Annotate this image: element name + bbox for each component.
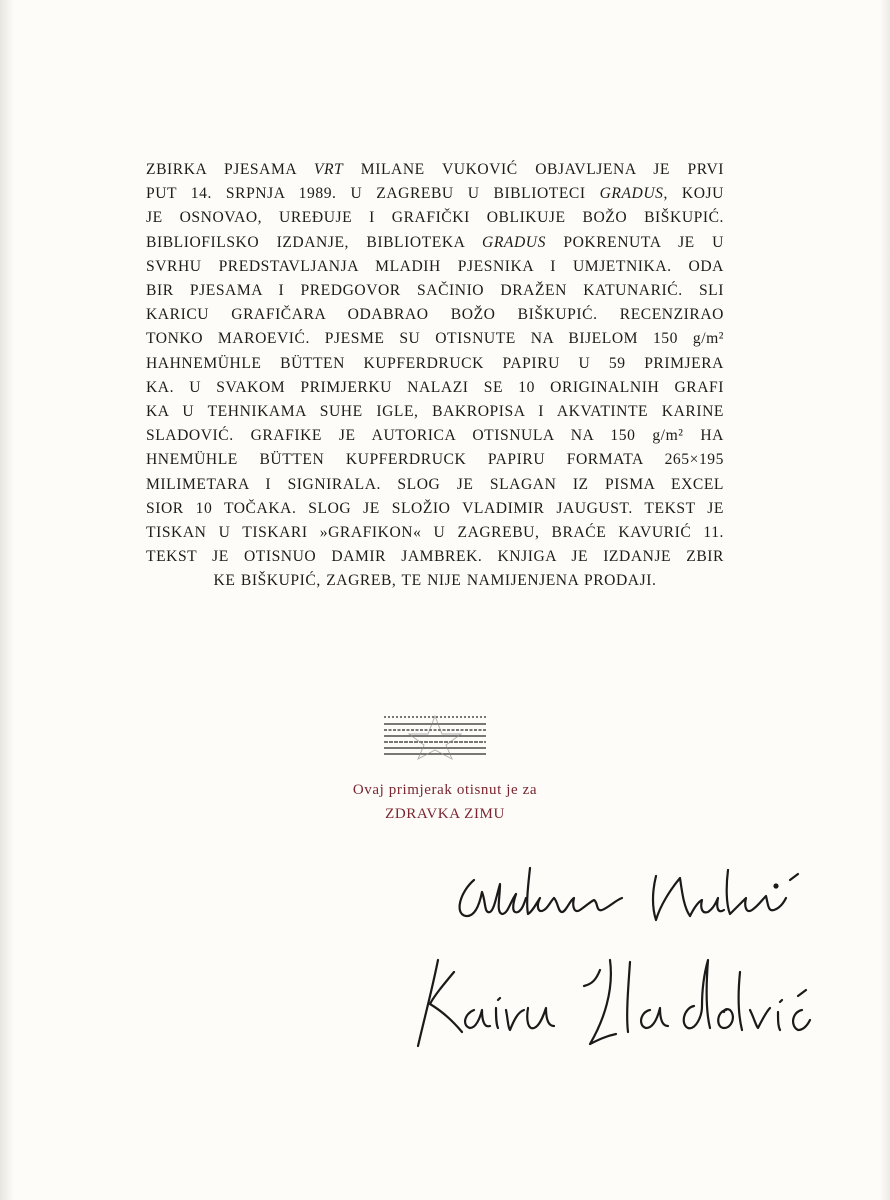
colophon-segment: KA U TEHNIKAMA SUHE IGLE, BAKROPISA I AKVATINTE KARINE	[146, 403, 724, 421]
colophon-segment: TEKST JE OTISNUO DAMIR JAMBREK. KNJIGA JE IZDANJE ZBIR	[146, 548, 724, 566]
colophon-line	[146, 255, 724, 279]
colophon-line	[146, 521, 724, 545]
page-edge-shadow	[880, 0, 890, 1200]
ruled-lines-star-emblem-icon	[382, 714, 488, 760]
colophon-segment: HAHNEMÜHLE BÜTTEN KUPFERDRUCK PAPIRU U 59 PRIMJERA	[146, 354, 724, 372]
colophon-line	[146, 279, 724, 303]
colophon-line	[146, 448, 724, 472]
colophon-line	[146, 424, 724, 448]
colophon-segment: ZBIRKA PJESAMA	[146, 161, 314, 178]
colophon-text	[146, 158, 724, 594]
colophon-line	[146, 497, 724, 521]
colophon-line	[146, 327, 724, 351]
handwritten-signature-icon	[446, 862, 826, 942]
colophon-segment: SIOR 10 TOČAKA. SLOG JE SLOŽIO VLADIMIR JAUGUST. TEKST JE	[146, 499, 724, 517]
colophon-segment: JE OSNOVAO, UREĐUJE I GRAFIČKI OBLIKUJE BOŽO BIŠKUPIĆ.	[146, 209, 724, 227]
colophon-segment: KE BIŠKUPIĆ, ZAGREB, TE NIJE NAMIJENJENA PRODAJI.	[213, 572, 657, 590]
colophon-segment: VRT	[313, 161, 344, 178]
colophon-segment: HNEMÜHLE BÜTTEN KUPFERDRUCK PAPIRU FORMATA 265×195	[146, 451, 724, 469]
colophon-line	[146, 400, 724, 424]
colophon-segment: KA. U SVAKOM PRIMJERKU NALAZI SE 10 ORIGINALNIH GRAFI	[146, 378, 724, 396]
colophon-line	[146, 303, 724, 327]
colophon-line	[146, 206, 724, 230]
page-edge-shadow	[0, 0, 14, 1200]
colophon-segment: MILANE VUKOVIĆ OBJAVLJENA JE PRVI	[343, 161, 724, 178]
colophon-line	[146, 545, 724, 569]
colophon-line	[146, 569, 724, 593]
colophon-line	[146, 158, 724, 182]
colophon-segment: PUT 14. SRPNJA 1989. U ZAGREBU U BIBLIOTECI	[146, 185, 600, 203]
colophon-segment: BIR PJESAMA I PREDGOVOR SAČINIO DRAŽEN KATUNARIĆ. SLI	[146, 282, 724, 300]
colophon-segment: GRADUS	[599, 185, 664, 203]
colophon-line	[146, 473, 724, 497]
colophon-segment: , KOJU	[663, 185, 724, 203]
colophon-segment: POKRENUTA JE U	[545, 233, 724, 251]
dedication-recipient: ZDRAVKA ZIMU	[385, 806, 505, 822]
colophon-segment: TONKO MAROEVIĆ. PJESME SU OTISNUTE NA BIJELOM 150 g/m²	[146, 330, 724, 348]
colophon-line	[146, 352, 724, 376]
colophon-line	[146, 376, 724, 400]
handwritten-signature-icon	[404, 950, 814, 1060]
colophon-line	[146, 182, 724, 206]
colophon-segment: TISKAN U TISKARI »GRAFIKON« U ZAGREBU, BRAĆE KAVURIĆ 11.	[146, 524, 724, 542]
colophon-segment: GRADUS	[482, 233, 546, 251]
colophon-segment: MILIMETARA I SIGNIRALA. SLOG JE SLAGAN IZ PISMA EXCEL	[146, 475, 724, 493]
colophon-segment: KARICU GRAFIČARA ODABRAO BOŽO BIŠKUPIĆ. RECENZIRAO	[146, 306, 724, 324]
colophon-segment: BIBLIOFILSKO IZDANJE, BIBLIOTEKA	[146, 233, 483, 251]
colophon-segment: SLADOVIĆ. GRAFIKE JE AUTORICA OTISNULA NA 150 g/m² HA	[146, 427, 724, 445]
dedication-line: Ovaj primjerak otisnut je za	[352, 782, 538, 798]
colophon-line	[146, 231, 724, 255]
colophon-segment: SVRHU PREDSTAVLJANJA MLADIH PJESNIKA I UMJETNIKA. ODA	[146, 257, 724, 275]
